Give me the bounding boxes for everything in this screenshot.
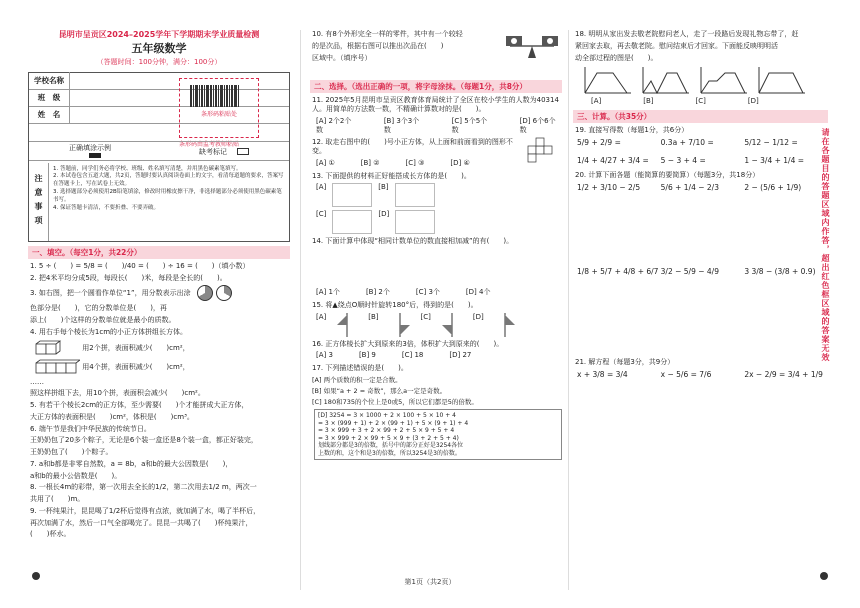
option-d[interactable]: [D] 27 <box>449 351 472 360</box>
note-item: 1. 答题前，同学们务必将学校、班级、姓名填写清楚，并用黑色碳素笔填写。 <box>53 165 242 172</box>
option-a[interactable]: [A] <box>316 312 327 321</box>
question: 19. 直接写得数（每题1分，共6分） <box>575 126 689 135</box>
option-b[interactable]: [B] 9 <box>358 351 376 360</box>
calc-item: 0.3a + 7/10 = <box>660 138 714 148</box>
question: 21. 解方程（每题3分，共9分） <box>575 358 675 367</box>
option-c[interactable]: [C] 3个 <box>415 288 440 297</box>
name-field[interactable] <box>69 106 149 123</box>
calc-item: 1/2 + 3/10 − 2/5 <box>577 182 641 192</box>
line-graph-option[interactable] <box>583 65 633 95</box>
calc-item: 1 − 3/4 + 1/4 = <box>744 155 805 165</box>
option-d[interactable]: [D] <box>747 97 759 106</box>
graph-options <box>583 65 828 95</box>
info-label: 姓 名 <box>37 109 61 119</box>
option-b[interactable]: [B] <box>378 183 389 192</box>
option-a[interactable]: [A] 1个 <box>316 288 340 297</box>
figure-options <box>316 210 562 234</box>
option-d-line: = 3 × 999 + 3 + 2 × 99 + 2 + 5 × 9 + 5 + 4 <box>318 427 455 435</box>
rotated-flag-figure <box>385 313 415 337</box>
absent-label: 缺考标记 <box>199 147 227 156</box>
question: 12. 取走右图中的( )号小正方体，从上面和前面看到的图形不变。 <box>312 138 513 156</box>
vertical-calculations-figure <box>310 249 562 287</box>
cuboid-net-figure <box>332 210 372 234</box>
barcode-icon <box>190 85 248 107</box>
section-heading: 一、填空。（每空1分，共22分） <box>28 246 290 259</box>
equation-item: x − 5/6 = 7/6 <box>660 370 712 380</box>
question: 王奶奶包了20多个粽子，无论是6个装一盒还是8个装一盒，都正好装完， <box>30 436 258 445</box>
option-d-line: = 3 × (999 + 1) + 2 × (99 + 1) + 5 × (9 + 1) + 4 <box>318 419 469 427</box>
question: 17. 下列描述错误的是( )。 <box>312 364 408 373</box>
question: 再次加满了水，然后一口气全部喝完了。昆昆一共喝了( )杯纯果汁， <box>30 518 253 527</box>
note-item: 3. 选择题部分必须使用2B铅笔填涂，修改时用橡皮擦干净，非选择题部分必须使用黑色碳素笔书写。 <box>53 189 282 204</box>
question: 13. 下面提供的材料正好能搭成长方体的是( )。 <box>312 171 471 180</box>
option-line[interactable]: [C] 180和735的个位上是0或5，所以它们都是5的倍数。 <box>312 398 478 407</box>
option-b[interactable]: [B] ② <box>360 158 380 167</box>
question: 8. 一根长4m的彩带，第一次用去全长的1/2，第二次用去1/2 m，两次一 <box>30 483 257 492</box>
calc-item: 1/4 + 4/27 + 3/4 = <box>577 155 649 165</box>
option-d[interactable]: [D] ④ <box>450 158 470 167</box>
note-item: 4. 保证答题卡清洁，不要折叠、不要弄破。 <box>53 205 159 212</box>
question <box>30 285 290 301</box>
oral-calc-grid <box>577 138 828 165</box>
calc-item: 5/12 − 1/12 = <box>744 138 798 148</box>
options-row <box>591 97 828 106</box>
question: 10. 有8个外形完全一样的零件，其中有一个较轻 <box>312 30 463 38</box>
cuboid-net-figure <box>395 210 435 234</box>
pie-chart-icon <box>197 285 213 301</box>
barcode-area <box>179 78 259 138</box>
option-c[interactable]: [C] 18 <box>401 351 424 360</box>
option-b[interactable]: [B] <box>368 312 379 321</box>
calc-item: 3/2 − 5/9 − 4/9 <box>660 267 719 276</box>
column-middle <box>310 30 562 590</box>
option-c[interactable]: [C] <box>695 97 706 106</box>
calc-item: 5 − 3 + 4 = <box>660 155 706 165</box>
question: ( )杯水。 <box>30 530 71 539</box>
question: 20. 计算下面各题（能简算的要简算）（每题3分，共18分） <box>575 170 760 179</box>
rotated-flag-figure <box>490 313 520 337</box>
line-graph-option[interactable] <box>641 65 691 95</box>
calc-item: 1/8 + 5/7 + 4/8 + 6/7 <box>577 267 659 276</box>
question: 添上( )个这样的分数单位就是最小的质数。 <box>30 316 176 325</box>
notes-body <box>53 166 285 214</box>
option-line[interactable]: [B] 如果“a + 2 = 奇数”，那么a一定是奇数。 <box>312 387 447 395</box>
option-b[interactable]: [B] 2个 <box>365 288 390 297</box>
question: 的是次品，根据右图可以推出次品在( ) <box>312 41 444 50</box>
student-info-box <box>28 72 290 242</box>
option-d-line: 划线部分都是3的倍数，括号中的部分正好是3254各位 <box>318 442 464 450</box>
question: 5. 有若干个棱长2cm的正方体，至少需要( )个才能拼成大正方体， <box>30 401 249 410</box>
option-a[interactable]: [A] <box>316 183 327 192</box>
option-c[interactable]: [C] <box>420 312 431 321</box>
equation-item: 2x − 2/9 = 3/4 + 1/9 <box>744 370 823 380</box>
section-heading: 二、选择。（选出正确的一项，将字母涂抹。（每题1分，共8分） <box>310 80 562 93</box>
question: 7. a和b都是非零自然数，a = 8b，a和b的最大公因数是( )， <box>30 459 233 468</box>
work-space[interactable] <box>573 282 828 358</box>
exam-info: （答题时间：100分钟，满分：100分） <box>96 57 222 66</box>
page-footer: 第1页（共2页） <box>404 578 456 586</box>
filled-bubble-icon <box>89 153 101 158</box>
cuboid-net-figure <box>332 183 372 207</box>
pie-figures <box>197 285 232 301</box>
school-field[interactable] <box>69 72 149 89</box>
option-a[interactable]: [A] ① <box>316 158 335 167</box>
cube-row-icon <box>34 359 80 375</box>
rotated-flag-figure <box>332 313 362 337</box>
exam-title: 昆明市呈贡区2024–2025学年下学期期末学业质量检测 <box>58 30 260 39</box>
option-c[interactable]: [C] <box>316 210 327 219</box>
calc-item: 5/6 + 1/4 − 2/3 <box>660 182 719 192</box>
question: 6. 端午节是我们中华民族的传统节日。 <box>30 424 151 433</box>
option-b[interactable]: [B] 3个3个数 <box>383 116 420 134</box>
calc-grid-row1 <box>577 183 828 192</box>
absent-checkbox[interactable] <box>237 148 249 155</box>
options-row <box>316 117 562 135</box>
option-d[interactable]: [D] 6个6个数 <box>519 116 556 134</box>
column-right <box>573 30 828 590</box>
section-heading: 三、计算。（共35分） <box>573 110 828 123</box>
question: a和b的最小公倍数是( )。 <box>30 471 122 480</box>
question: 动全部过程的图是( )。 <box>575 53 658 62</box>
question: …… <box>30 377 44 386</box>
q12-block <box>310 138 562 156</box>
fill-sample-row <box>29 141 289 161</box>
question-text: 用4个拼，表面积减少( )cm²， <box>82 362 190 371</box>
options-row <box>316 351 562 360</box>
work-space[interactable] <box>573 198 828 264</box>
barcode-note: 条形码由监考教师粘贴 <box>179 140 240 148</box>
calc-item: 5/9 + 2/9 = <box>577 138 621 148</box>
option-a[interactable]: [A] <box>591 97 602 106</box>
question-text: 3. 如右图，把一个圆看作单位“1”，用分数表示出涂 <box>30 289 191 298</box>
barcode-label: 条形码粘贴处 <box>200 110 237 118</box>
option-d[interactable]: [D] <box>378 210 390 219</box>
column-divider <box>300 30 301 590</box>
option-d-line: 上数的和，这个和是3的倍数，所以3254是3的倍数。 <box>318 449 461 457</box>
question: 11. 2025年5月昆明市呈贡区教育体育局统计了全区在校小学生的人数为40314人。用简单的方法数一数，不精确计算数对的是( )。 <box>312 96 559 114</box>
equation-item: x + 3/8 = 3/4 <box>577 370 628 380</box>
question: 9. 一杯纯果汁，昆昆喝了1/2杯后觉得有点浓，就加满了水，喝了半杯后， <box>30 506 261 515</box>
option-d[interactable]: [D] 4个 <box>465 288 491 297</box>
q10-block <box>310 30 562 76</box>
question: 紧回家去取，再去敬老院。慰问结束后才回家。下面能反映明明活 <box>575 41 778 50</box>
option-c[interactable]: [C] ③ <box>405 158 425 167</box>
question: 色部分是( )，它的分数单位是( )，再 <box>30 304 167 313</box>
question: 王奶奶包了( )个粽子。 <box>30 448 113 457</box>
exam-subject: 五年级数学 <box>131 42 187 55</box>
class-field[interactable] <box>69 89 149 106</box>
calc-grid-row2 <box>577 267 828 276</box>
cube-stack-icon <box>526 134 556 164</box>
correct-sample-label: 正确填涂示例 <box>69 143 111 152</box>
info-label: 学校名称 <box>34 75 64 85</box>
line-graph-option[interactable] <box>757 65 807 95</box>
option-d-line: [D] 3254 = 3 × 1000 + 2 × 100 + 5 × 10 + 4 <box>318 412 456 420</box>
note-item: 2. 本试卷包含五道大题，共2页，答题时要认真阅读卷面上的文字，看清每道题的要求，答案写在答题卡上，写在试卷上无效。 <box>53 173 284 188</box>
pie-chart-icon <box>216 285 232 301</box>
option-line[interactable]: [A] 两个质数的积一定是合数。 <box>312 375 402 384</box>
line-graph-option[interactable] <box>699 65 749 95</box>
option-c[interactable]: [C] 5个5个数 <box>451 116 488 134</box>
equation-grid <box>577 370 828 379</box>
question: 区域中。（填序号） <box>312 53 372 62</box>
figure-options <box>316 313 562 337</box>
option-d-box[interactable] <box>314 409 562 460</box>
calc-item: 3 3/8 − (3/8 + 0.9) <box>744 267 816 276</box>
column-left <box>28 30 290 590</box>
question: 大正方体的表面积是( )cm²，体积是( )cm³。 <box>30 412 194 421</box>
option-a[interactable]: [A] 3 <box>316 351 333 360</box>
column-divider <box>568 30 569 590</box>
balance-scale-icon <box>502 32 562 62</box>
option-d-line: = 3 × 999 + 2 × 99 + 5 × 9 + (3 + 2 + 5 + 4) <box>318 434 459 442</box>
question: 16. 正方体棱长扩大到原来的3倍，体积扩大到原来的( )。 <box>312 339 504 348</box>
rotated-flag-figure <box>437 313 467 337</box>
question-text: 用2个拼，表面积减少( )cm²， <box>82 343 190 352</box>
cube-row-icon <box>34 340 80 356</box>
side-warning-note: 请在各题目的答题区域内作答，超出红色框区域的答案无效 <box>821 128 830 362</box>
notes-block <box>29 163 289 241</box>
question: 14. 下面计算中体现“相同计数单位的数直接相加减”的有( )。 <box>312 237 514 246</box>
figure-options <box>316 183 562 207</box>
exam-sheet <box>28 30 828 590</box>
question: 2. 把4米平均分成5段，每段长( )米，每段是全长的( )。 <box>30 273 227 282</box>
question <box>30 359 290 375</box>
question: 15. 将▲绕点O顺时针旋转180°后，得到的是( )。 <box>312 300 478 309</box>
option-b[interactable]: [B] <box>643 97 654 106</box>
option-a[interactable]: [A] 2个2个数 <box>316 116 352 134</box>
question: 共用了( )m。 <box>30 495 85 504</box>
info-label: 班 级 <box>37 92 61 102</box>
question: 1. 5 ÷ ( ) = 5/8 = ( )/40 = ( ) ÷ 16 = ( )（填小数） <box>30 261 250 270</box>
question: 18. 明明从家出发去敬老院慰问老人，走了一段路后发现礼物忘带了，赶 <box>575 30 799 38</box>
question <box>30 340 290 356</box>
cuboid-net-figure <box>395 183 435 207</box>
calc-item: 2 − (5/6 + 1/9) <box>744 182 802 192</box>
option-d[interactable]: [D] <box>472 312 484 321</box>
options-row <box>316 288 562 297</box>
question: 照这样拼组下去，用10个拼，表面积会减少( )cm²。 <box>30 389 205 398</box>
question: 4. 用右手每个棱长为1cm的小正方体拼组长方体。 <box>30 327 188 336</box>
notes-title: 注意事项 <box>29 163 49 241</box>
